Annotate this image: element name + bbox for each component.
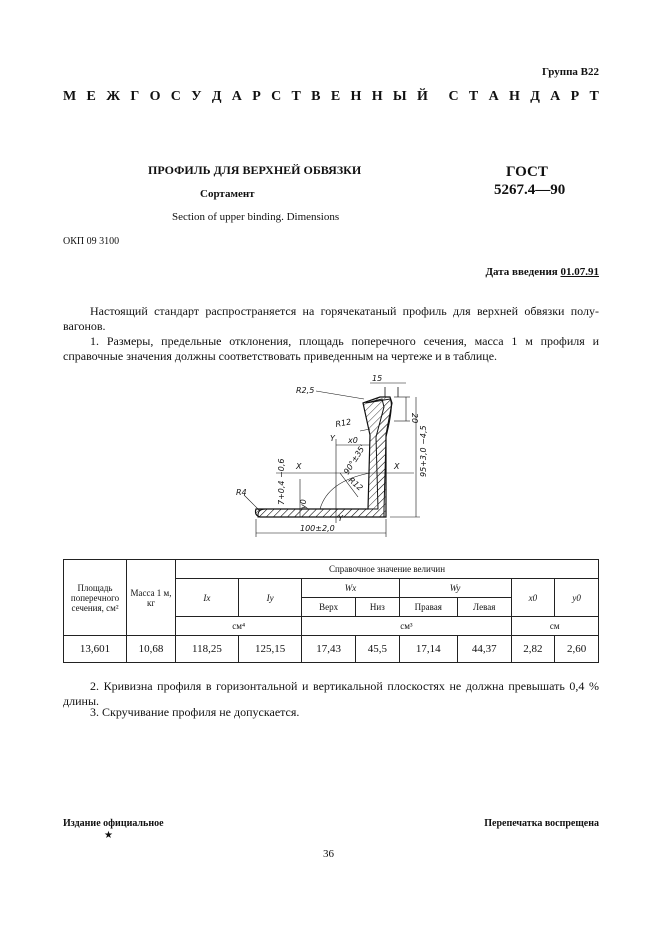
interstate-letter: Е [330, 89, 341, 104]
cell-ix: 118,25 [176, 636, 239, 663]
header-mass: Масса 1 м, кг [127, 560, 176, 636]
header-wy-left: Левая [457, 598, 511, 617]
interstate-letter: С [448, 89, 459, 104]
paragraph-3 [63, 705, 599, 720]
okp-code: ОКП 09 3100 [63, 236, 120, 247]
cell-mass: 10,68 [127, 636, 176, 663]
interstate-letter: Й [416, 89, 428, 104]
header-wx: Wx [302, 579, 399, 598]
interstate-letter: Р [570, 89, 580, 104]
interstate-letter: О [149, 89, 161, 104]
interstate-letter: Н [371, 89, 383, 104]
interstate-letter: Н [350, 89, 362, 104]
label-width: 100±2,0 [300, 524, 335, 533]
date-value: 01.07.91 [560, 266, 599, 278]
header-area: Площадь поперечного сечения, см² [64, 560, 127, 636]
header-reference: Справочное значение величин [176, 560, 599, 579]
interstate-letter: Т [468, 89, 479, 104]
document-title: ПРОФИЛЬ ДЛЯ ВЕРХНЕЙ ОБВЯЗКИ [148, 163, 362, 177]
header-wx-top: Верх [302, 598, 356, 617]
cell-y0: 2,60 [555, 636, 599, 663]
interstate-letter: Г [130, 89, 140, 104]
paragraph-1 [63, 334, 599, 364]
official-edition: Издание официальное [63, 818, 164, 829]
label-dim-20: 20 [410, 413, 419, 424]
header-y0: y0 [555, 579, 599, 617]
unit-cm3: см³ [302, 617, 511, 636]
profile-drawing [230, 369, 430, 544]
paragraph-2-text: 2. Кривизна профиля в горизонтальной и вертикальной плоскостях не должна превышать 0,4 % длины. [63, 679, 599, 708]
interstate-letter: Ж [106, 89, 121, 104]
reprint-prohibited: Перепечатка воспрещена [484, 818, 599, 829]
label-y-top: Y [330, 434, 335, 443]
label-thickness: 7+0,4 −0,6 [277, 458, 286, 505]
properties-table [63, 559, 599, 663]
interstate-letter: Е [86, 89, 96, 104]
document-subtitle: Сортамент [200, 188, 255, 200]
interstate-standard-heading [63, 89, 599, 105]
label-y0: y0 [299, 499, 308, 509]
label-x-left: X [296, 462, 302, 471]
table-row [64, 636, 599, 663]
interstate-letter: В [311, 89, 321, 104]
header-iy: Iy [238, 579, 302, 617]
paragraph-1-text: 1. Размеры, предельные отклонения, площадь поперечного сечения, масса 1 м профиля и справочные значения должны соответствовать приведенным на чертеже и в таблице. [63, 334, 599, 363]
label-r25: R2,5 [296, 386, 315, 395]
cell-wy-right: 17,14 [399, 636, 457, 663]
paragraph-3-text: 3. Скручивание профиля не допускается. [90, 705, 300, 719]
group-code: Группа В22 [541, 66, 599, 78]
header-wy: Wy [399, 579, 511, 598]
label-r12-bottom: R12 [346, 475, 365, 493]
paragraph-scope [63, 304, 599, 334]
interstate-letter: У [191, 89, 202, 104]
interstate-letter: Р [252, 89, 261, 104]
label-r12-top: R12 [334, 417, 352, 429]
label-x0: x0 [348, 436, 358, 445]
header-wx-bottom: Низ [355, 598, 399, 617]
cell-wx-top: 17,43 [302, 636, 356, 663]
paragraph-scope-text: Настоящий стандарт распространяется на горячекатаный профиль для верхней обвязки полу-вагонов. [63, 304, 599, 333]
english-title: Section of upper binding. Dimensions [172, 211, 340, 223]
interstate-letter: Т [291, 89, 301, 104]
interstate-letter: А [550, 89, 561, 104]
effective-date [485, 266, 599, 278]
interstate-letter: С [271, 89, 282, 104]
interstate-letter: Д [530, 89, 540, 104]
unit-cm4: см⁴ [176, 617, 302, 636]
interstate-letter: Т [589, 89, 599, 104]
cell-wy-left: 44,37 [457, 636, 511, 663]
page-number: 36 [323, 848, 334, 860]
label-y-bottom: Y [338, 514, 343, 523]
interstate-letter: Н [509, 89, 520, 104]
interstate-letter: Д [211, 89, 222, 104]
gost-number: 5267.4—90 [494, 182, 566, 198]
interstate-letter: М [63, 89, 77, 104]
interstate-letter: Ы [392, 89, 407, 104]
header-wy-right: Правая [399, 598, 457, 617]
date-label: Дата введения [485, 266, 558, 278]
interstate-letter: С [170, 89, 181, 104]
label-dim-15: 15 [372, 374, 383, 383]
gost-label: ГОСТ [506, 164, 548, 180]
interstate-letter: А [231, 89, 242, 104]
label-angle: 90°±35' [342, 443, 368, 477]
cell-iy: 125,15 [238, 636, 302, 663]
label-height: 95+3,0 −4,5 [419, 425, 428, 477]
header-ix: Ix [176, 579, 239, 617]
cell-wx-bottom: 45,5 [355, 636, 399, 663]
cell-area: 13,601 [64, 636, 127, 663]
star-icon: ★ [104, 830, 113, 841]
label-x-right: X [394, 462, 400, 471]
label-r4: R4 [236, 488, 247, 497]
header-x0: x0 [511, 579, 555, 617]
interstate-letter: А [488, 89, 499, 104]
unit-cm: см [511, 617, 599, 636]
cell-x0: 2,82 [511, 636, 555, 663]
